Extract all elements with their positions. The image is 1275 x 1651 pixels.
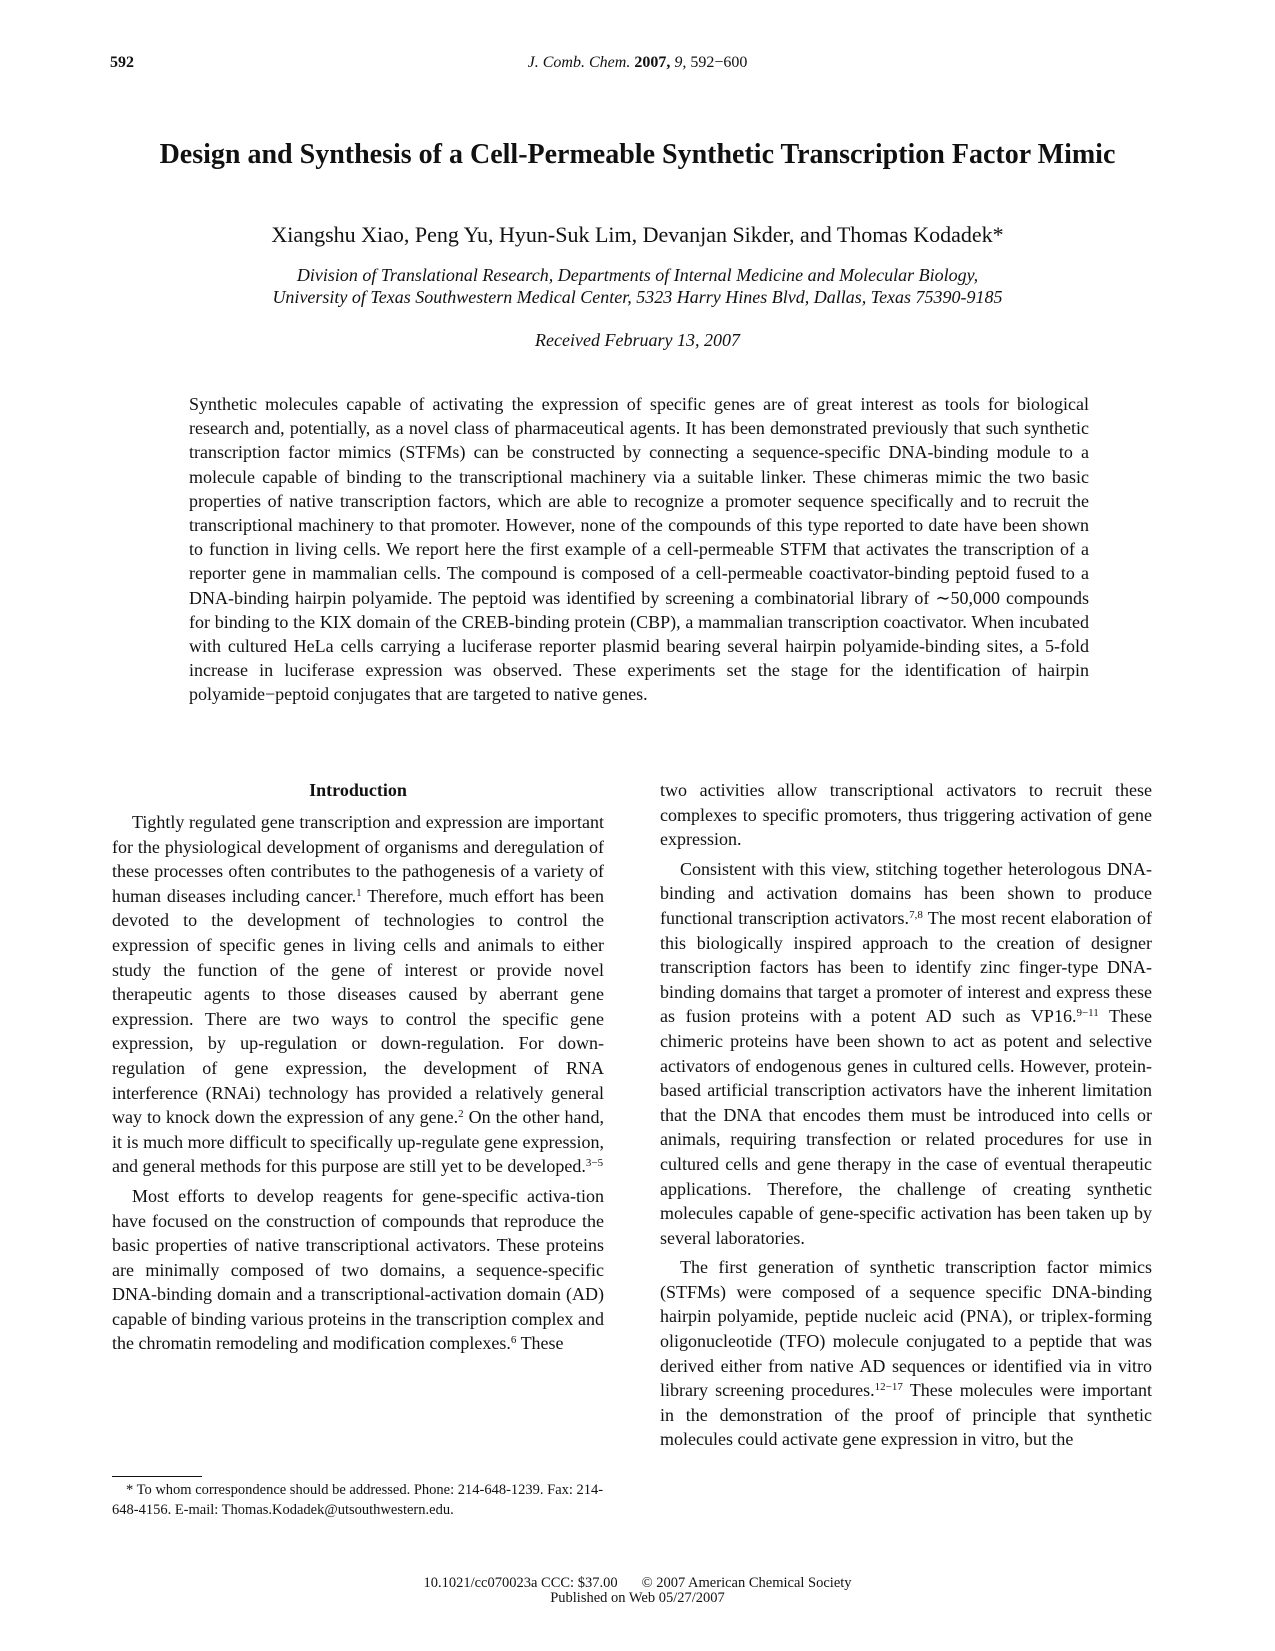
citation-ref: 6: [510, 1334, 517, 1347]
correspondence-footnote: * To whom correspondence should be addressed. Phone: 214-648-1239. Fax: 214-648-4156. E-mail: Thomas.Kodadek@utsouthwestern.edu.: [112, 1482, 604, 1518]
abstract: Synthetic molecules capable of activating the expression of specific genes are of great interest as tools for biological research and, potentially, as a novel class of pharmaceutical agents. It has been demonstrated previously that such synthetic transcription factor mimics (STFMs) can be constructed by connecting a sequence-specific DNA-binding module to a molecule capable of binding to the transcriptional machinery via a suitable linker. These chimeras mimic the two basic properties of native transcription factors, which are able to recognize a promoter sequence specifically and to recruit the transcriptional machinery to that promoter. However, none of the compounds of this type reported to date have been shown to function in living cells. We report here the first example of a cell-permeable STFM that activates the transcription of a reporter gene in mammalian cells. The compound is composed of a cell-permeable coactivator-binding peptoid fused to a DNA-binding hairpin polyamide. The peptoid was identified by screening a combinatorial library of ∼50,000 compounds for binding to the KIX domain of the CREB-binding protein (CBP), a mammalian transcription coactivator. When incubated with cultured HeLa cells carrying a luciferase reporter plasmid bearing several hairpin polyamide-binding sites, a 5-fold increase in luciferase expression was observed. These experiments set the stage for the identification of hairpin polyamide−peptoid conjugates that are targeted to native genes.: [189, 394, 1089, 705]
journal-volume: 9,: [674, 54, 687, 71]
paragraph: Most efforts to develop reagents for gene-specific activa-tion have focused on the construction of compounds that reproduce the basic properties of native transcriptional activators. These proteins are minimally composed of two domains, a sequence-specific DNA-binding domain and a transcriptional-activation domain (AD) capable of binding various proteins in the transcription complex and the chromatin remodeling and modification complexes.$^6$ These: [112, 1185, 604, 1354]
paragraph: two activities allow transcriptional activators to recruit these complexes to specific promoters, thus triggering activation of gene expression.: [660, 780, 1152, 850]
right-column: [660, 778, 1152, 1457]
paragraph: The first generation of synthetic transcription factor mimics (STFMs) were composed of a sequence specific DNA-binding hairpin polyamide, peptide nucleic acid (PNA), or triplex-forming oligonucleotide (TFO) molecule conjugated to a peptide that was derived either from native AD sequences or identified via in vitro library screening procedures.$^{12-17}$ These molecules were important in the demonstration of the proof of principle that synthetic molecules could activate gene expression in vitro, but the: [660, 1257, 1152, 1450]
doi-line: 10.1021/cc070023a CCC: $37.00: [423, 1575, 618, 1591]
paragraph: Consistent with this view, stitching together heterologous DNA-binding and activation domains has been shown to produce functional transcription activators.$^{7,8}$ The most recent elaboration of this biologically inspired approach to the creation of designer transcription factors has been to identify zinc finger-type DNA-binding domains that target a promoter of interest and express these as fusion proteins with a potent AD such as VP16.$^{9-11}$ These chimeric proteins have been shown to act as potent and selective activators of endogenous genes in cultured cells. However, protein-based artificial transcription activators have the inherent limitation that the DNA that encodes them must be introduced into cells or animals, requiring transfection or related procedures for use in cultured cells and gene therapy in the case of eventual therapeutic applications. Therefore, the challenge of creating synthetic molecules capable of gene-specific activation has been taken up by several laboratories.: [660, 858, 1152, 1248]
journal-pages: 592−600: [690, 54, 748, 71]
affiliation-line-2: University of Texas Southwestern Medical Center, 5323 Harry Hines Blvd, Dallas, Texas 75390-9185: [272, 287, 1003, 307]
affiliation-line-1: Division of Translational Research, Departments of Internal Medicine and Molecular Biology,: [296, 265, 979, 285]
published-line: Published on Web 05/27/2007: [550, 1590, 725, 1606]
journal-citation: [0, 54, 1275, 72]
article-title: Design and Synthesis of a Cell-Permeable Synthetic Transcription Factor Mimic: [159, 139, 1116, 170]
citation-ref: 12−17: [874, 1381, 903, 1394]
section-heading-introduction: Introduction: [309, 780, 407, 800]
author-list: Xiangshu Xiao, Peng Yu, Hyun-Suk Lim, Devanjan Sikder, and Thomas Kodadek*: [271, 222, 1004, 247]
left-column: [112, 778, 604, 1361]
received-date: Received February 13, 2007: [535, 330, 740, 350]
page-number: 592: [110, 54, 134, 71]
citation-ref: 7,8: [909, 908, 923, 921]
journal-year: 2007,: [634, 54, 671, 71]
affiliation: [0, 264, 1275, 308]
copyright-line: © 2007 American Chemical Society: [641, 1575, 852, 1591]
citation-ref: 1: [356, 886, 362, 899]
citation-ref: 3−5: [585, 1157, 604, 1170]
page-footer: [0, 1576, 1275, 1606]
citation-ref: 9−11: [1076, 1007, 1099, 1020]
journal-name: J. Comb. Chem.: [527, 54, 631, 71]
paragraph: Tightly regulated gene transcription and expression are important for the physiological development of organisms and deregulation of these processes often contributes to the pathogenesis of a variety of human diseases including cancer.$^1$ Therefore, much effort has been devoted to the development of technologies to control the expression of specific genes in living cells and animals to either study the function of the gene of interest or provide novel therapeutic agents to those diseases caused by aberrant gene expression. There are two ways to control the specific gene expression, by up-regulation or down-regulation. For down-regulation of gene expression, the development of RNA interference (RNAi) technology has provided a relatively general way to knock down the expression of any gene.$^2$ On the other hand, it is much more difficult to specifically up-regulate gene expression, and general methods for this purpose are still yet to be developed.$^{3-5}$: [112, 812, 604, 1177]
citation-ref: 2: [458, 1108, 464, 1121]
footnote-rule: [112, 1476, 202, 1477]
